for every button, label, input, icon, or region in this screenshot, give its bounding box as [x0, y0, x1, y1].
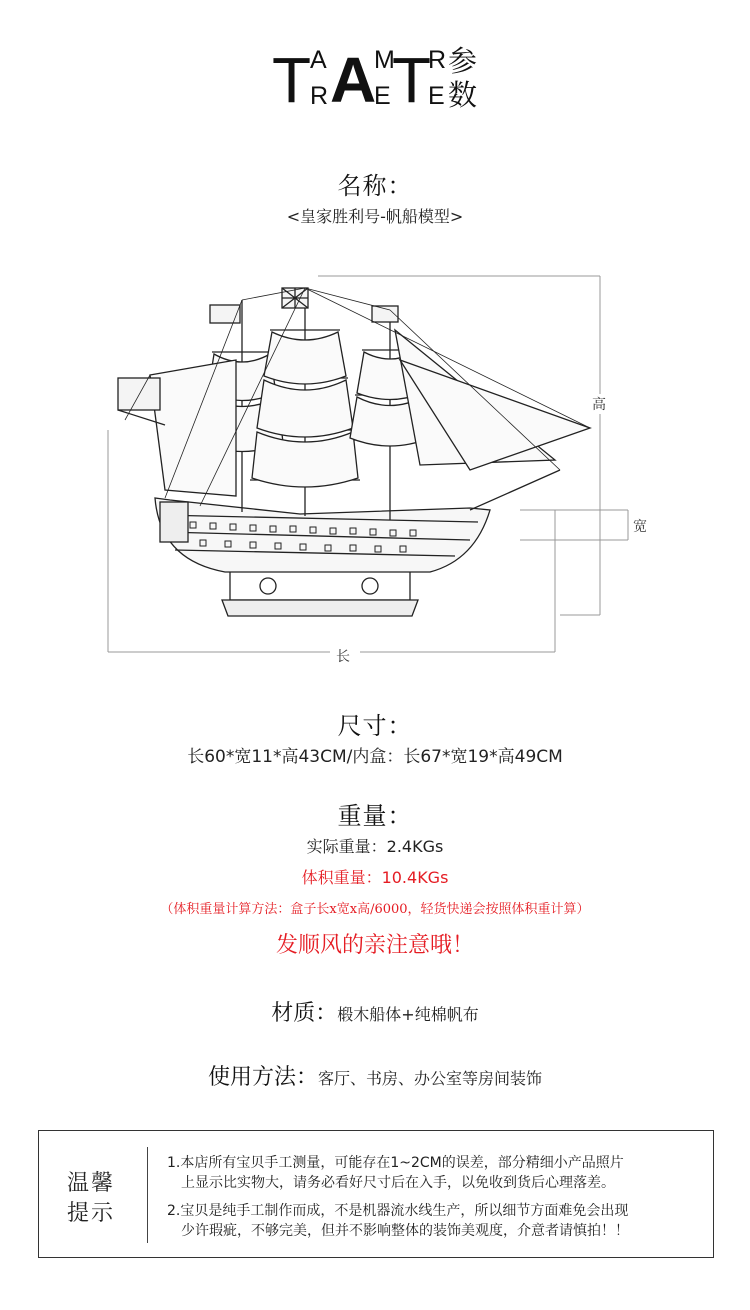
tips-box	[38, 1130, 714, 1258]
tips-item-2-line1: 2.宝贝是纯手工制作而成，不是机器流水线生产，所以细节方面难免会出现	[167, 1203, 629, 1219]
width-label: 宽	[631, 516, 649, 536]
logo-letter-a-small: A	[310, 46, 327, 74]
usage-row	[0, 1060, 750, 1091]
tips-item-2-line2: 少许瑕疵，不够完美，但并不影响整体的装饰美观度，介意者请慎拍！！	[181, 1223, 629, 1239]
weight-heading: 重量：	[337, 802, 413, 830]
length-label: 长	[334, 646, 352, 666]
tips-title-line2: 提示	[67, 1201, 116, 1226]
ship-illustration	[0, 260, 750, 670]
volume-formula: （体积重量计算方法：盒子长x宽x高/6000，轻货快递会按照体积重计算）	[160, 902, 590, 917]
material-label: 材质：	[271, 1001, 338, 1026]
logo-letter-e2-small: E	[428, 82, 445, 110]
ship-diagram	[0, 260, 750, 670]
usage-value: 客厅、书房、办公室等房间装饰	[318, 1069, 543, 1088]
shipping-notice: 发顺风的亲注意哦！	[275, 933, 474, 958]
tips-item-1-line1: 1.本店所有宝贝手工测量，可能存在1~2CM的误差，部分精细小产品照片	[167, 1155, 624, 1171]
logo-letter-a-big: A	[330, 44, 377, 116]
logo-letter-t2: T	[392, 44, 432, 116]
logo-letter-m-small: M	[374, 46, 395, 74]
param-logo	[270, 42, 490, 122]
actual-weight: 实际重量：2.4KGs	[306, 837, 444, 856]
material-value: 椴木船体+纯棉帆布	[337, 1005, 479, 1024]
logo-letter-t1: T	[272, 44, 312, 116]
tips-item-1	[167, 1153, 707, 1193]
tips-item-2	[167, 1201, 707, 1241]
name-heading: 名称：	[337, 172, 413, 200]
tips-title-line1: 温馨	[67, 1171, 116, 1196]
size-value: 长60*宽11*高43CM/内盒：长67*宽19*高49CM	[187, 747, 563, 767]
tips-divider	[147, 1147, 148, 1243]
logo-letter-r-small: R	[310, 82, 329, 110]
material-row	[0, 996, 750, 1027]
logo-letter-e-small: E	[374, 82, 391, 110]
tips-title	[67, 1169, 115, 1229]
logo-letter-r2-small: R	[428, 46, 447, 74]
size-heading: 尺寸：	[337, 712, 413, 740]
volume-weight: 体积重量：10.4KGs	[301, 868, 449, 887]
height-label: 高	[590, 394, 608, 414]
logo-cjk-top: 参	[448, 46, 478, 78]
usage-label: 使用方法：	[207, 1065, 318, 1090]
logo-cjk-bottom: 数	[448, 80, 478, 112]
tips-item-1-line2: 上显示比实物大，请务必看好尺寸后在入手，以免收到货后心理落差。	[181, 1175, 615, 1191]
name-value: <皇家胜利号-帆船模型>	[286, 207, 464, 226]
